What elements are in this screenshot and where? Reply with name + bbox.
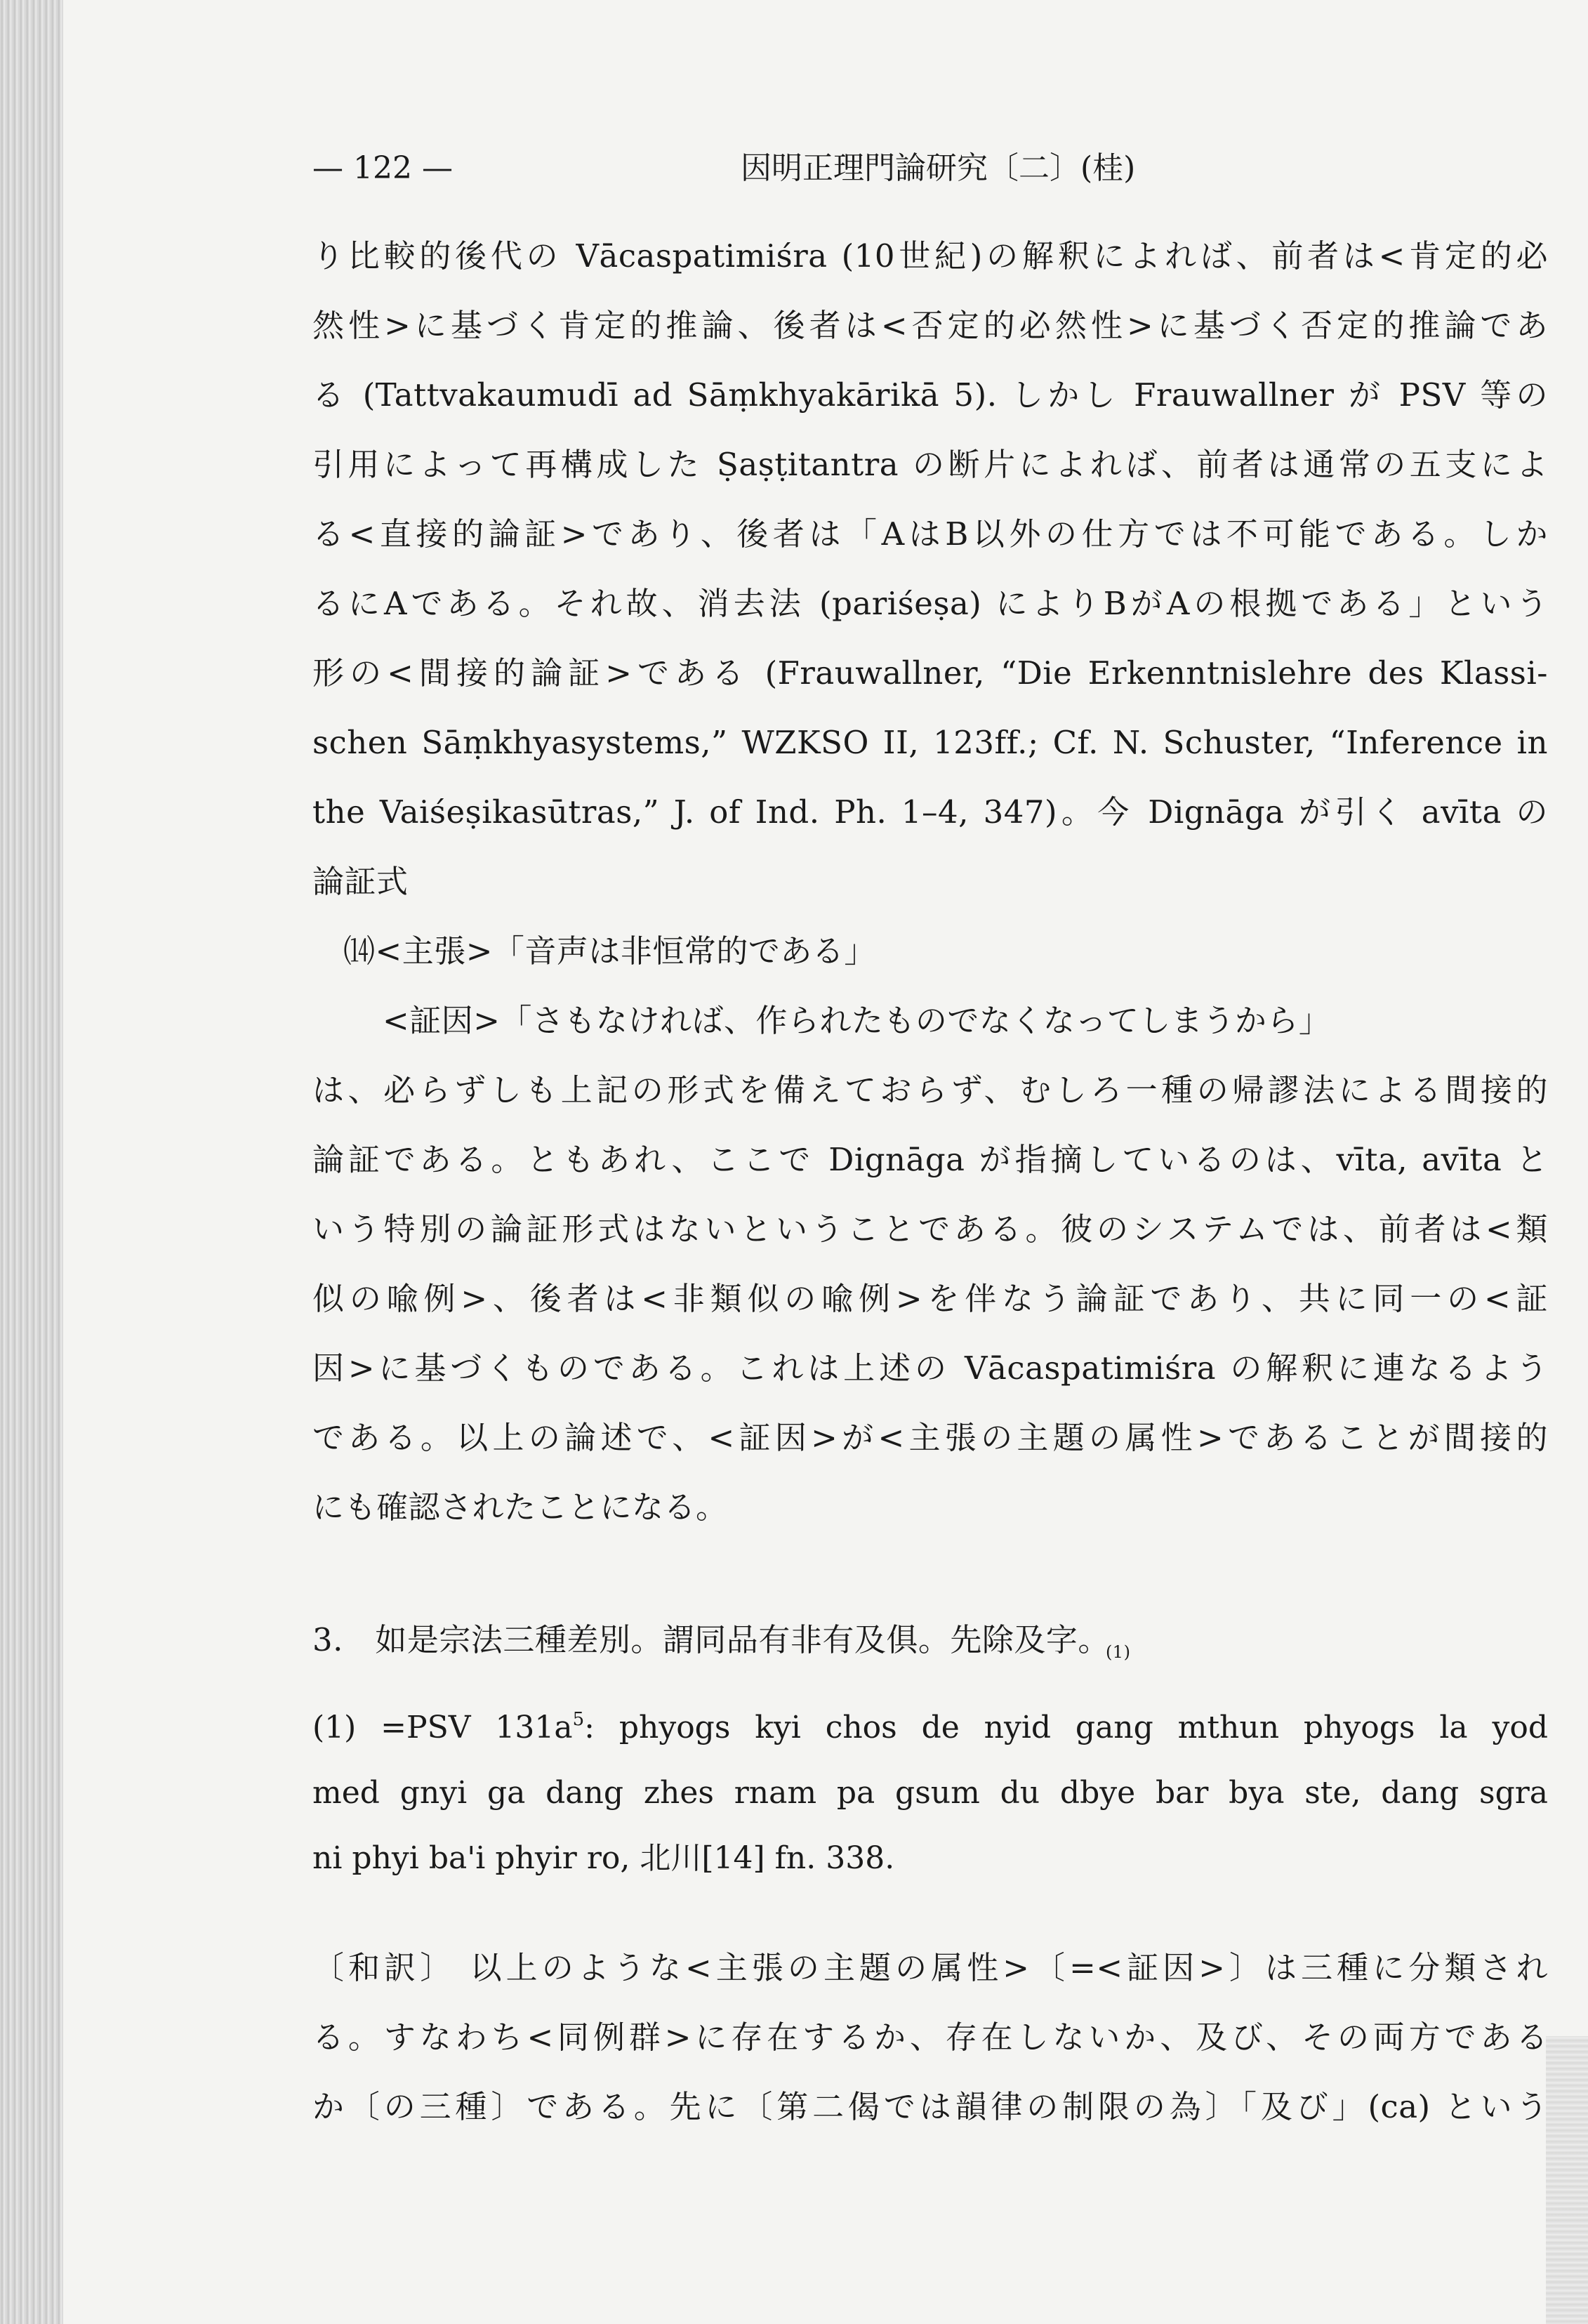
syllogism bbox=[312, 916, 1548, 1055]
note-marker: (1) bbox=[1105, 1642, 1131, 1662]
text-line: る。すなわち<同例群>に存在するか、存在しないか、及び、その両方である bbox=[312, 2019, 1548, 2056]
text-line: る (Tattvakaumudī ad Sāṃkhyakārikā 5). しかし Frauwallner が PSV 等の bbox=[312, 376, 1548, 414]
section-3-body: 3. 如是宗法三種差別。謂同品有非有及俱。先除及字。 bbox=[312, 1621, 1110, 1658]
footnote-ref: (1) =PSV 131a bbox=[312, 1710, 573, 1745]
page-header bbox=[312, 144, 1548, 193]
footnote-superscript: 5 bbox=[572, 1709, 585, 1730]
footnote-text: : phyogs kyi chos de nyid gang mthun phyogs la yod bbox=[584, 1710, 1549, 1745]
syllogism-reason: <証因>「さもなければ、作られたものでなくなってしまうから」 bbox=[383, 1002, 1331, 1039]
text-line: 因>に基づくものである。これは上述の Vācaspatimiśra の解釈に連なるよう bbox=[312, 1349, 1548, 1387]
footnote-line bbox=[312, 1687, 1548, 1760]
footnote-line: med gnyi ga dang zhes rnam pa gsum du dbye bar bya ste, dang sgra bbox=[312, 1775, 1548, 1811]
page bbox=[312, 144, 1548, 2292]
text-line: である。以上の論述で、<証因>が<主張の主題の属性>であることが間接的 bbox=[312, 1419, 1548, 1456]
text-line: いう特別の論証形式はないということである。彼のシステムでは、前者は<類 bbox=[312, 1210, 1548, 1248]
paragraph-2 bbox=[312, 1055, 1548, 1542]
text-line: にも確認されたことになる。 bbox=[312, 1488, 728, 1526]
text-line: 形の<間接的論証>である (Frauwallner, “Die Erkenntnislehre des Klassi- bbox=[312, 654, 1548, 692]
section-3-sanskrit-chinese bbox=[312, 1605, 1548, 1687]
text-line: るにAである。それ故、消去法 (pariśeṣa) によりBがAの根拠である」という bbox=[312, 585, 1548, 622]
text-line: 然性>に基づく肯定的推論、後者は<否定的必然性>に基づく否定的推論であ bbox=[312, 307, 1548, 344]
footnote bbox=[312, 1687, 1548, 1891]
text-line: 論証である。ともあれ、ここで Dignāga が指摘しているのは、vīta, avīta と bbox=[312, 1141, 1548, 1178]
text-line: 似の喩例>、後者は<非類似の喩例>を伴なう論証であり、共に同一の<証 bbox=[312, 1280, 1548, 1317]
spacer bbox=[312, 1891, 1548, 1933]
text-line: 論証式 bbox=[312, 863, 409, 900]
section-3-text bbox=[312, 1605, 1548, 1687]
text-line: る<直接的論証>であり、後者は「AはB以外の仕方では不可能である。しか bbox=[312, 515, 1548, 553]
text-line: 〔和訳〕 以上のような<主張の主題の属性>〔=<証因>〕は三種に分類され bbox=[312, 1949, 1548, 1986]
paragraph-1 bbox=[312, 221, 1548, 916]
page-number: — 122 — bbox=[312, 150, 453, 186]
text-line: 引用によって再構成した Ṣaṣṭitantra の断片によれば、前者は通常の五支によ bbox=[312, 446, 1548, 483]
running-title: 因明正理門論研究〔二〕(桂) bbox=[741, 150, 1136, 186]
text-line: the Vaiśeṣikasūtras,” J. of Ind. Ph. 1–4, 347)。今 Dignāga が引く avīta の bbox=[312, 793, 1548, 831]
text-line: は、必らずしも上記の形式を備えておらず、むしろ一種の帰謬法による間接的 bbox=[312, 1071, 1548, 1109]
text-line: schen Sāṃkhyasystems,” WZKSO II, 123ff.; Cf. N. Schuster, “Inference in bbox=[312, 724, 1548, 761]
text-line: り比較的後代の Vācaspatimiśra (10世紀)の解釈によれば、前者は<肯定的必 bbox=[312, 237, 1548, 275]
text-line: か〔の三種〕である。先に〔第二偈では韻律の制限の為〕「及び」(ca) という bbox=[312, 2088, 1548, 2125]
translation bbox=[312, 1933, 1548, 2141]
syllogism-thesis: ⒁<主張>「音声は非恒常的である」 bbox=[343, 932, 876, 970]
footnote-line: ni phyi ba'i phyir ro, 北川[14] fn. 338. bbox=[312, 1840, 895, 1876]
page-body bbox=[312, 221, 1548, 2141]
scan-edge-shadow bbox=[0, 0, 63, 2324]
scan-corner-shadow bbox=[1546, 2036, 1588, 2324]
spacer bbox=[312, 1542, 1548, 1605]
